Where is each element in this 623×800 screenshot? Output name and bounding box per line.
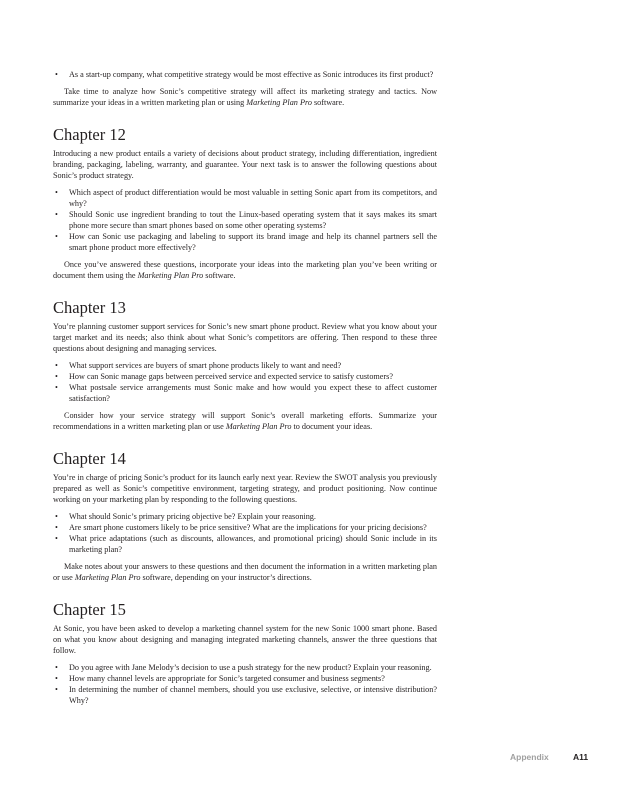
chapter-heading: Chapter 14 <box>53 449 126 468</box>
list-item: • What price adaptations (such as discounts, allowances, and promotional pricing) should Sonic include in its marketing plan? <box>53 533 437 555</box>
list-item: • In determining the number of channel members, should you use exclusive, selective, or intensive distribution? Why? <box>53 684 437 706</box>
list-item: • Do you agree with Jane Melody’s decision to use a push strategy for the new product? Explain your reasoning. <box>53 662 437 673</box>
chapter-intro: Introducing a new product entails a variety of decisions about product strategy, including differentiation, ingredient branding, packaging, labeling, warranty, and guarantee. Your next task is to answer the following questions about Sonic’s product strategy. <box>53 149 437 180</box>
chapter-closing: Consider how your service strategy will support Sonic’s overall marketing efforts. Summarize your recommendations in a written marketing plan or use Marketing Plan Pro to document your ideas. <box>53 411 437 431</box>
bullet-list <box>53 662 437 706</box>
chapter-intro: You’re in charge of pricing Sonic’s product for its launch early next year. Review the SWOT analysis you previously prepared as well as Sonic’s competitive environment, targeting strategy, and product positioning. Now continue working on your marketing plan by responding to the following questions. <box>53 473 437 504</box>
chapter-heading: Chapter 13 <box>53 298 126 317</box>
footer-section-label: Appendix <box>510 752 549 762</box>
list-item: • What postsale service arrangements must Sonic make and how would you expect these to affect customer satisfaction? <box>53 382 437 404</box>
list-item: • Which aspect of product differentiation would be most valuable in setting Sonic apart from its competitors, and why? <box>53 187 437 209</box>
bullet-list <box>53 511 437 555</box>
list-item: • What support services are buyers of smart phone products likely to want and need? <box>53 360 437 371</box>
page-footer <box>510 752 589 762</box>
list-item: • As a start-up company, what competitive strategy would be most effective as Sonic introduces its first product? <box>53 69 437 80</box>
list-item: • How can Sonic use packaging and labeling to support its brand image and help its channel partners sell the smart phone product more effectively? <box>53 231 437 253</box>
chapter-13-section <box>53 299 437 432</box>
list-item: • Are smart phone customers likely to be price sensitive? What are the implications for your pricing decisions? <box>53 522 437 533</box>
chapter-intro: You’re planning customer support services for Sonic’s new smart phone product. Review what you know about your target market and its needs; also think about what Sonic’s competitors are offering. Then respond to these three questions about designing and managing services. <box>53 322 437 353</box>
bullet-list <box>53 360 437 404</box>
chapter-closing: Once you’ve answered these questions, incorporate your ideas into the marketing plan you’ve been writing or document them using the Marketing Plan Pro software. <box>53 260 437 280</box>
page-content <box>53 69 437 706</box>
chapter-closing: Make notes about your answers to these questions and then document the information in a written marketing plan or use Marketing Plan Pro software, depending on your instructor’s directions. <box>53 562 437 582</box>
chapter-15-section <box>53 601 437 706</box>
list-item: • Should Sonic use ingredient branding to tout the Linux-based operating system that it says makes its smart phone more secure than smart phones based on some other operating systems? <box>53 209 437 231</box>
page-number: A11 <box>573 752 589 762</box>
bullet-list <box>53 187 437 253</box>
chapter-12-section <box>53 126 437 281</box>
chapter-heading: Chapter 15 <box>53 600 126 619</box>
list-item: • How many channel levels are appropriate for Sonic’s targeted consumer and business segments? <box>53 673 437 684</box>
chapter-14-section <box>53 450 437 583</box>
chapter-intro: At Sonic, you have been asked to develop a marketing channel system for the new Sonic 1000 smart phone. Based on what you know about designing and managing integrated marketing channels, answer the three questions that follow. <box>53 624 437 655</box>
top-bullet-list <box>53 69 437 80</box>
list-item: • What should Sonic’s primary pricing objective be? Explain your reasoning. <box>53 511 437 522</box>
paragraph: Take time to analyze how Sonic’s competitive strategy will affect its marketing strategy and tactics. Now summarize your ideas in a written marketing plan or using Marketing Plan Pro software. <box>53 87 437 107</box>
list-item: • How can Sonic manage gaps between perceived service and expected service to satisfy customers? <box>53 371 437 382</box>
chapter-heading: Chapter 12 <box>53 125 126 144</box>
